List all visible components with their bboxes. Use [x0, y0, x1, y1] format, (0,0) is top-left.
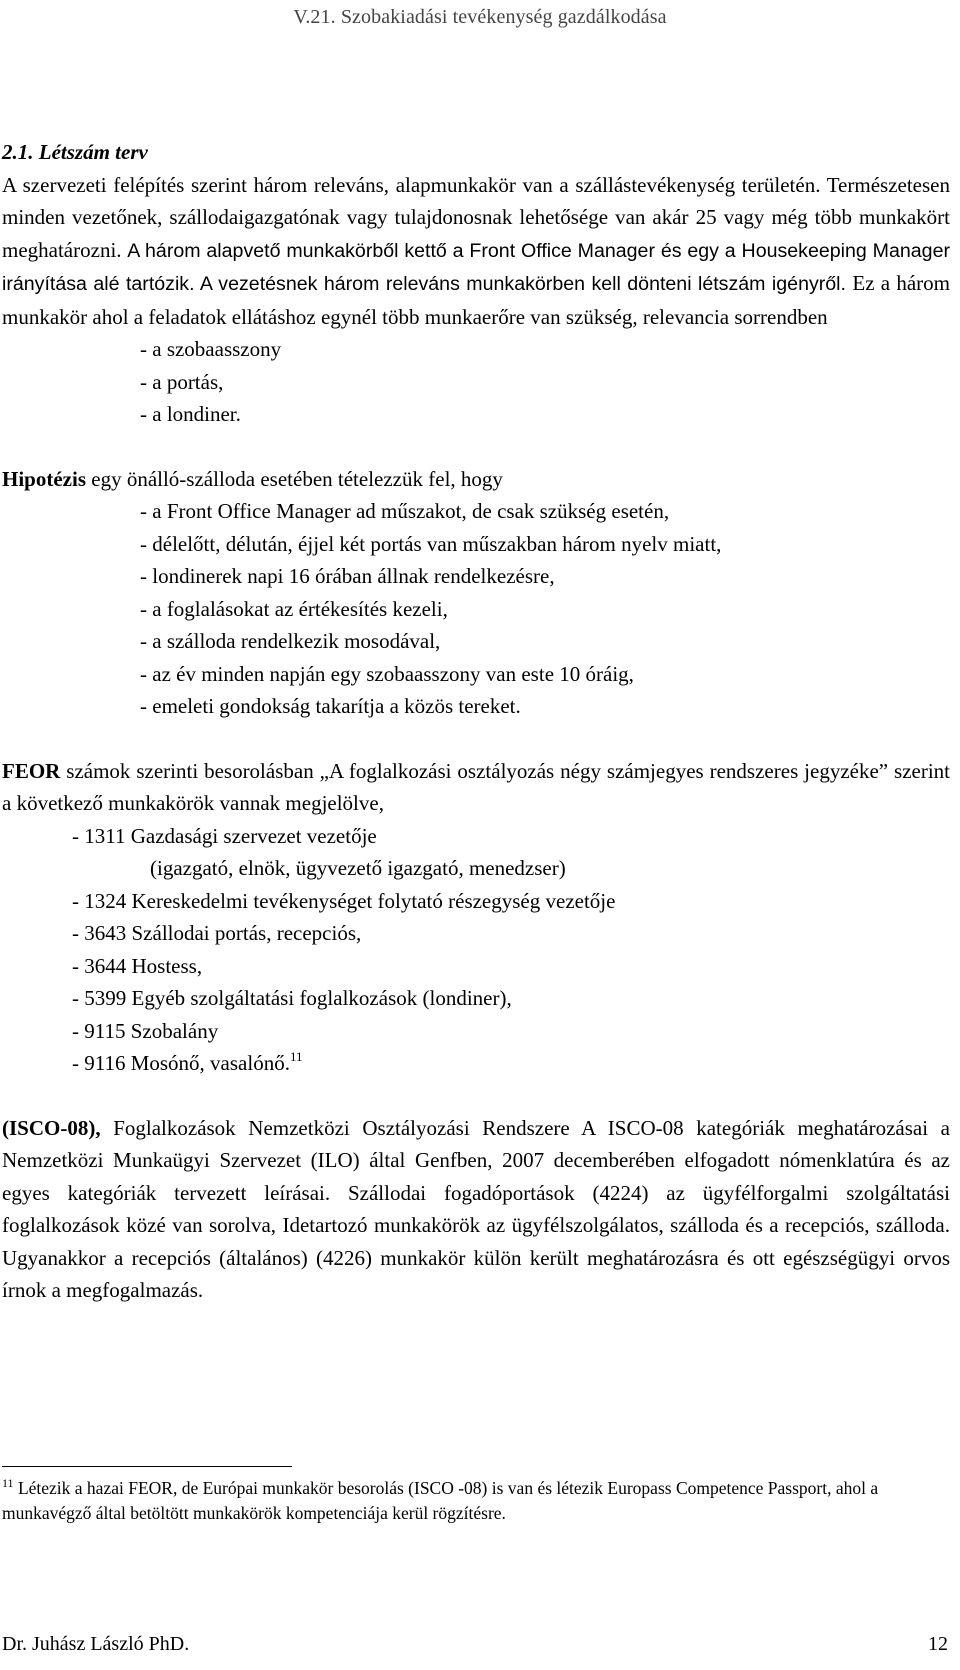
list-item: - 1311 Gazdasági szervezet vezetője [72, 823, 377, 848]
footnote [2, 1476, 948, 1526]
list-item: - a szálloda rendelkezik mosodával, [140, 629, 441, 653]
section-heading: 2.1. Létszám terv [2, 140, 148, 164]
spacer [2, 723, 950, 755]
list-item: - 5399 Egyéb szolgáltatási foglalkozások (londiner), [72, 986, 512, 1010]
footnote-reference[interactable]: 11 [289, 1049, 303, 1064]
isco-paragraph [2, 1112, 950, 1307]
list-item: - az év minden napján egy szobaasszony van este 10 óráig, [140, 661, 634, 686]
page-number: 12 [928, 1633, 948, 1655]
list-item: - londinerek napi 16 órában állnak rendelkezésre, [140, 564, 555, 588]
hypothesis-lead [2, 463, 950, 496]
list-item: - a Front Office Manager ad műszakot, de csak szükség esetén, [140, 499, 670, 523]
list-item-text: - 9116 Mosónő, vasalónő. [72, 1051, 290, 1075]
feor-label: FEOR [2, 758, 61, 783]
spacer [2, 1080, 950, 1112]
feor-list [2, 820, 950, 1080]
footer-author: Dr. Juhász László PhD. [2, 1633, 190, 1655]
list-item: - délelőtt, délután, éjjel két portás van műszakban három nyelv miatt, [140, 531, 722, 556]
hypothesis-label: Hipotézis [2, 466, 86, 491]
footnote-text: Létezik a hazai FEOR, de Európai munkakör besorolás (ISCO -08) is van és létezik Europass Competence Passport, ahol a munkavégző által betöltött munkakörök kompetenciája kerül rögzítésre. [2, 1478, 879, 1523]
list-item: - 3644 Hostess, [72, 953, 203, 978]
intro-tail-text: Ez a három munkakör ahol a feladatok ellátáshoz egynél több munkaerőre van szükség, relevancia sorrendben [2, 271, 951, 329]
list-item: (igazgató, elnök, ügyvezető igazgató, menedzser) [150, 856, 566, 880]
feor-lead [2, 755, 950, 820]
list-item: - a londiner. [140, 402, 241, 426]
hypothesis-text: egy önálló-szálloda esetében tételezzük fel, hogy [86, 466, 503, 491]
main-content [2, 136, 950, 1307]
isco-label: (ISCO-08), [2, 1115, 101, 1140]
list-item: - emeleti gondokság takarítja a közös tereket. [140, 694, 521, 718]
list-item: - a foglalásokat az értékesítés kezeli, [140, 596, 448, 621]
running-header: V.21. Szobakiadási tevékenység gazdálkodása [293, 6, 667, 28]
footnote-divider [2, 1466, 292, 1467]
hypothesis-list [2, 495, 950, 723]
spacer [2, 431, 950, 463]
footnote-number: 11 [2, 1476, 14, 1490]
intro-sans-text: A három alapvető munkakörből kettő a Front Office Manager és egy a Housekeeping Manager irányítása alé tartózik. A vezetésnek három releváns munkakörben kell dönteni létszám igényről. [2, 239, 950, 295]
list-item [72, 1047, 950, 1080]
page-footer [2, 1633, 948, 1656]
list-item: - 9115 Szobalány [72, 1018, 219, 1043]
feor-text: számok szerinti besorolásban „A foglalkozási osztályozás négy számjegyes rendszeres jegyzéke” szerint a következő munkakörök vannak megjelölve, [2, 758, 950, 815]
list-item: - a szobaasszony [140, 337, 282, 361]
roles-list [2, 333, 950, 431]
list-item: - 1324 Kereskedelmi tevékenységet folytató részegység vezetője [72, 888, 616, 913]
intro-serif-text: A szervezeti felépítés szerint három releváns, alapmunkakör van a szállástevékenység területén. Természetesen minden vezetőnek, szállodaigazgatónak vagy tulajdonosnak lehetősége van akár 25 vagy még több munkakört meghatározni. [2, 172, 950, 262]
list-item: - a portás, [140, 369, 224, 394]
list-item: - 3643 Szállodai portás, recepciós, [72, 921, 362, 945]
isco-text: Foglalkozások Nemzetközi Osztályozási Rendszere A ISCO-08 kategóriák meghatározásai a Nemzetközi Munkaügyi Szervezet (ILO) által Genfben, 2007 decemberében elfogadott nómenklatúra és az egyes kategóriák tervezett leírásai. Szállodai fogadóportások (4224) az ügyfélforgalmi szolgáltatási foglalkozások közé van sorolva, Idetartozó munkakörök az ügyfélszolgálatos, szálloda és a recepciós, szálloda. Ugyanakkor a recepciós (általános) (4226) munkakör külön került meghatározásra és ott egészségügyi orvos írnok a megfogalmazás. [2, 1115, 950, 1302]
intro-paragraph [2, 169, 950, 334]
